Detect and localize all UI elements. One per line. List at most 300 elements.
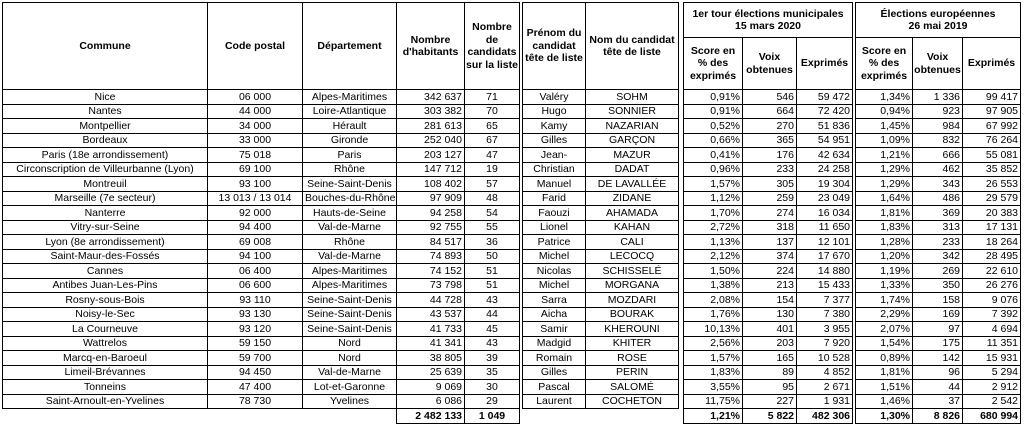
departement-cell: Hauts-de-Seine <box>303 206 397 221</box>
prenom-cell: Aicha <box>523 307 586 322</box>
nom-cell: KHITER <box>586 336 679 351</box>
totals-blank-cell <box>523 409 586 424</box>
europeennes-exprimes-cell: 17 131 <box>963 220 1021 235</box>
candidats-cell: 51 <box>465 278 520 293</box>
commune-cell: Nantes <box>3 104 208 119</box>
total-europeennes-score-cell: 1,30% <box>856 409 913 424</box>
municipales-exprimes-cell: 14 880 <box>797 264 853 279</box>
europeennes-voix-cell: 233 <box>913 235 963 250</box>
commune-cell: Nice <box>3 90 208 105</box>
commune-cell: Marcq-en-Baroeul <box>3 351 208 366</box>
table-row <box>3 104 1021 119</box>
europeennes-voix-cell: 486 <box>913 191 963 206</box>
prenom-cell: Michel <box>523 278 586 293</box>
europeennes-exprimes-cell: 22 610 <box>963 264 1021 279</box>
total-europeennes-exprimes-cell: 680 994 <box>963 409 1021 424</box>
commune-cell: Vitry-sur-Seine <box>3 220 208 235</box>
table-row <box>3 336 1021 351</box>
header-commune: Commune <box>3 3 208 90</box>
europeennes-voix-cell: 984 <box>913 119 963 134</box>
candidats-cell: 51 <box>465 264 520 279</box>
prenom-cell: Christian <box>523 162 586 177</box>
municipales-exprimes-cell: 7 920 <box>797 336 853 351</box>
habitants-cell: 252 040 <box>397 133 465 148</box>
table-row <box>3 394 1021 409</box>
europeennes-exprimes-cell: 5 294 <box>963 365 1021 380</box>
code-postal-cell: 94 100 <box>208 249 303 264</box>
europeennes-exprimes-cell: 26 276 <box>963 278 1021 293</box>
europeennes-voix-cell: 343 <box>913 177 963 192</box>
prenom-cell: Gilles <box>523 133 586 148</box>
europeennes-voix-cell: 313 <box>913 220 963 235</box>
municipales-voix-cell: 176 <box>743 148 797 163</box>
departement-cell: Seine-Saint-Denis <box>303 293 397 308</box>
europeennes-score-cell: 1,54% <box>856 336 913 351</box>
table-row <box>3 148 1021 163</box>
municipales-exprimes-cell: 17 670 <box>797 249 853 264</box>
candidats-cell: 43 <box>465 293 520 308</box>
europeennes-score-cell: 2,07% <box>856 322 913 337</box>
municipales-voix-cell: 365 <box>743 133 797 148</box>
municipales-date: 15 mars 2020 <box>735 20 801 32</box>
table-row <box>3 322 1021 337</box>
code-postal-cell: 93 120 <box>208 322 303 337</box>
commune-cell: Limeil-Brévannes <box>3 365 208 380</box>
municipales-score-cell: 1,70% <box>684 206 743 221</box>
municipales-title: 1er tour élections municipales <box>692 7 844 20</box>
prenom-cell: Patrice <box>523 235 586 250</box>
table-header <box>3 3 1021 90</box>
commune-cell: Tonneins <box>3 380 208 395</box>
habitants-cell: 41 733 <box>397 322 465 337</box>
europeennes-exprimes-cell: 35 852 <box>963 162 1021 177</box>
table-row <box>3 278 1021 293</box>
habitants-cell: 303 382 <box>397 104 465 119</box>
table-row <box>3 162 1021 177</box>
header-europeennes-voix: Voix obtenues <box>913 38 963 90</box>
candidats-cell: 19 <box>465 162 520 177</box>
code-postal-cell: 93 100 <box>208 177 303 192</box>
departement-cell: Val-de-Marne <box>303 220 397 235</box>
departement-cell: Lot-et-Garonne <box>303 380 397 395</box>
municipales-exprimes-cell: 16 034 <box>797 206 853 221</box>
candidats-cell: 65 <box>465 119 520 134</box>
departement-cell: Bouches-du-Rhône <box>303 191 397 206</box>
municipales-exprimes-cell: 19 304 <box>797 177 853 192</box>
europeennes-exprimes-cell: 11 351 <box>963 336 1021 351</box>
departement-cell: Alpes-Maritimes <box>303 90 397 105</box>
europeennes-voix-cell: 342 <box>913 249 963 264</box>
candidats-cell: 36 <box>465 235 520 250</box>
candidats-cell: 57 <box>465 177 520 192</box>
nom-cell: SONNIER <box>586 104 679 119</box>
municipales-score-cell: 1,13% <box>684 235 743 250</box>
total-municipales-voix-cell: 5 822 <box>743 409 797 424</box>
europeennes-voix-cell: 832 <box>913 133 963 148</box>
candidats-cell: 30 <box>465 380 520 395</box>
nom-cell: MOZDARI <box>586 293 679 308</box>
departement-cell: Hérault <box>303 119 397 134</box>
municipales-voix-cell: 374 <box>743 249 797 264</box>
commune-cell: Noisy-le-Sec <box>3 307 208 322</box>
habitants-cell: 84 517 <box>397 235 465 250</box>
municipales-exprimes-cell: 10 528 <box>797 351 853 366</box>
municipales-voix-cell: 227 <box>743 394 797 409</box>
departement-cell: Seine-Saint-Denis <box>303 307 397 322</box>
prenom-cell: Michel <box>523 249 586 264</box>
europeennes-score-cell: 1,83% <box>856 220 913 235</box>
nom-cell: SOHM <box>586 90 679 105</box>
municipales-voix-cell: 154 <box>743 293 797 308</box>
europeennes-score-cell: 1,19% <box>856 264 913 279</box>
habitants-cell: 38 805 <box>397 351 465 366</box>
header-europeennes-exprimes: Exprimés <box>963 38 1021 90</box>
nom-cell: BOURAK <box>586 307 679 322</box>
table-row <box>3 133 1021 148</box>
municipales-voix-cell: 213 <box>743 278 797 293</box>
election-results-table <box>2 2 1021 424</box>
code-postal-cell: 75 018 <box>208 148 303 163</box>
municipales-exprimes-cell: 51 836 <box>797 119 853 134</box>
municipales-exprimes-cell: 24 258 <box>797 162 853 177</box>
europeennes-score-cell: 1,29% <box>856 162 913 177</box>
candidats-cell: 47 <box>465 148 520 163</box>
municipales-exprimes-cell: 23 049 <box>797 191 853 206</box>
municipales-score-cell: 2,56% <box>684 336 743 351</box>
europeennes-exprimes-cell: 2 912 <box>963 380 1021 395</box>
municipales-voix-cell: 546 <box>743 90 797 105</box>
departement-cell: Rhône <box>303 235 397 250</box>
municipales-voix-cell: 274 <box>743 206 797 221</box>
prenom-cell: Faouzi <box>523 206 586 221</box>
prenom-cell: Pascal <box>523 380 586 395</box>
table-row <box>3 365 1021 380</box>
europeennes-score-cell: 1,64% <box>856 191 913 206</box>
table-row <box>3 220 1021 235</box>
table-row <box>3 293 1021 308</box>
europeennes-voix-cell: 1 336 <box>913 90 963 105</box>
habitants-cell: 44 728 <box>397 293 465 308</box>
europeennes-exprimes-cell: 26 553 <box>963 177 1021 192</box>
europeennes-score-cell: 0,89% <box>856 351 913 366</box>
europeennes-voix-cell: 44 <box>913 380 963 395</box>
municipales-score-cell: 10,13% <box>684 322 743 337</box>
total-municipales-exprimes-cell: 482 306 <box>797 409 853 424</box>
prenom-cell: Romain <box>523 351 586 366</box>
europeennes-exprimes-cell: 28 495 <box>963 249 1021 264</box>
header-municipales-voix: Voix obtenues <box>743 38 797 90</box>
nom-cell: ZIDANE <box>586 191 679 206</box>
europeennes-exprimes-cell: 55 081 <box>963 148 1021 163</box>
commune-cell: Paris (18e arrondissement) <box>3 148 208 163</box>
municipales-exprimes-cell: 72 420 <box>797 104 853 119</box>
prenom-cell: Samir <box>523 322 586 337</box>
nom-cell: SALOMÉ <box>586 380 679 395</box>
nom-cell: AHAMADA <box>586 206 679 221</box>
municipales-score-cell: 0,91% <box>684 104 743 119</box>
candidats-cell: 39 <box>465 351 520 366</box>
europeennes-score-cell: 1,20% <box>856 249 913 264</box>
prenom-cell: Kamy <box>523 119 586 134</box>
prenom-cell: Gilles <box>523 365 586 380</box>
candidats-cell: 54 <box>465 206 520 221</box>
table-row <box>3 90 1021 105</box>
municipales-voix-cell: 165 <box>743 351 797 366</box>
departement-cell: Nord <box>303 336 397 351</box>
prenom-cell: Farid <box>523 191 586 206</box>
habitants-cell: 147 712 <box>397 162 465 177</box>
nom-cell: DADAT <box>586 162 679 177</box>
habitants-cell: 6 086 <box>397 394 465 409</box>
habitants-cell: 73 798 <box>397 278 465 293</box>
municipales-exprimes-cell: 15 433 <box>797 278 853 293</box>
commune-cell: Saint-Maur-des-Fossés <box>3 249 208 264</box>
europeennes-voix-cell: 37 <box>913 394 963 409</box>
prenom-cell: Madgid <box>523 336 586 351</box>
totals-blank-cell <box>303 409 397 424</box>
nom-cell: LECOCQ <box>586 249 679 264</box>
europeennes-voix-cell: 269 <box>913 264 963 279</box>
commune-cell: Bordeaux <box>3 133 208 148</box>
europeennes-score-cell: 1,45% <box>856 119 913 134</box>
municipales-exprimes-cell: 12 101 <box>797 235 853 250</box>
municipales-voix-cell: 259 <box>743 191 797 206</box>
table-row <box>3 119 1021 134</box>
code-postal-cell: 69 008 <box>208 235 303 250</box>
total-europeennes-voix-cell: 8 826 <box>913 409 963 424</box>
municipales-score-cell: 2,12% <box>684 249 743 264</box>
prenom-cell: Nicolas <box>523 264 586 279</box>
code-postal-cell: 34 000 <box>208 119 303 134</box>
habitants-cell: 203 127 <box>397 148 465 163</box>
totals-blank-cell <box>3 409 208 424</box>
code-postal-cell: 06 400 <box>208 264 303 279</box>
europeennes-score-cell: 1,29% <box>856 177 913 192</box>
municipales-voix-cell: 137 <box>743 235 797 250</box>
departement-cell: Paris <box>303 148 397 163</box>
commune-cell: Rosny-sous-Bois <box>3 293 208 308</box>
header-europeennes <box>856 3 1021 38</box>
header-code-postal: Code postal <box>208 3 303 90</box>
nom-cell: GARÇON <box>586 133 679 148</box>
municipales-score-cell: 11,75% <box>684 394 743 409</box>
municipales-voix-cell: 224 <box>743 264 797 279</box>
europeennes-exprimes-cell: 29 579 <box>963 191 1021 206</box>
europeennes-exprimes-cell: 7 392 <box>963 307 1021 322</box>
header-habitants: Nombre d'habitants <box>397 3 465 90</box>
commune-cell: Wattrelos <box>3 336 208 351</box>
europeennes-exprimes-cell: 67 992 <box>963 119 1021 134</box>
municipales-score-cell: 0,52% <box>684 119 743 134</box>
municipales-voix-cell: 95 <box>743 380 797 395</box>
europeennes-voix-cell: 169 <box>913 307 963 322</box>
europeennes-score-cell: 1,28% <box>856 235 913 250</box>
departement-cell: Yvelines <box>303 394 397 409</box>
departement-cell: Rhône <box>303 162 397 177</box>
europeennes-exprimes-cell: 97 905 <box>963 104 1021 119</box>
table-row <box>3 380 1021 395</box>
code-postal-cell: 93 110 <box>208 293 303 308</box>
europeennes-exprimes-cell: 2 542 <box>963 394 1021 409</box>
nom-cell: MORGANA <box>586 278 679 293</box>
habitants-cell: 9 069 <box>397 380 465 395</box>
header-prenom: Prénom du candidat tête de liste <box>523 3 586 90</box>
municipales-exprimes-cell: 42 634 <box>797 148 853 163</box>
candidats-cell: 67 <box>465 133 520 148</box>
nom-cell: SCHISSELÉ <box>586 264 679 279</box>
europeennes-exprimes-cell: 18 264 <box>963 235 1021 250</box>
habitants-cell: 108 402 <box>397 177 465 192</box>
header-municipales <box>684 3 853 38</box>
commune-cell: Marseille (7e secteur) <box>3 191 208 206</box>
municipales-score-cell: 3,55% <box>684 380 743 395</box>
header-municipales-score: Score en % des exprimés <box>684 38 743 90</box>
habitants-cell: 94 258 <box>397 206 465 221</box>
europeennes-exprimes-cell: 9 076 <box>963 293 1021 308</box>
municipales-exprimes-cell: 54 951 <box>797 133 853 148</box>
municipales-exprimes-cell: 2 671 <box>797 380 853 395</box>
municipales-score-cell: 1,50% <box>684 264 743 279</box>
candidats-cell: 50 <box>465 249 520 264</box>
municipales-exprimes-cell: 4 852 <box>797 365 853 380</box>
europeennes-score-cell: 1,81% <box>856 206 913 221</box>
europeennes-score-cell: 1,34% <box>856 90 913 105</box>
municipales-score-cell: 0,91% <box>684 90 743 105</box>
candidats-cell: 55 <box>465 220 520 235</box>
candidats-cell: 29 <box>465 394 520 409</box>
europeennes-voix-cell: 175 <box>913 336 963 351</box>
commune-cell: Montreuil <box>3 177 208 192</box>
habitants-cell: 41 341 <box>397 336 465 351</box>
total-habitants-cell: 2 482 133 <box>397 409 465 424</box>
habitants-cell: 97 909 <box>397 191 465 206</box>
code-postal-cell: 47 400 <box>208 380 303 395</box>
commune-cell: Nanterre <box>3 206 208 221</box>
nom-cell: NAZARIAN <box>586 119 679 134</box>
header-europeennes-score: Score en % des exprimés <box>856 38 913 90</box>
commune-cell: Montpellier <box>3 119 208 134</box>
code-postal-cell: 78 730 <box>208 394 303 409</box>
candidats-cell: 43 <box>465 336 520 351</box>
table-row <box>3 191 1021 206</box>
municipales-voix-cell: 401 <box>743 322 797 337</box>
table-row <box>3 307 1021 322</box>
municipales-score-cell: 1,38% <box>684 278 743 293</box>
habitants-cell: 281 613 <box>397 119 465 134</box>
europeennes-voix-cell: 923 <box>913 104 963 119</box>
europeennes-voix-cell: 666 <box>913 148 963 163</box>
candidats-cell: 71 <box>465 90 520 105</box>
code-postal-cell: 69 100 <box>208 162 303 177</box>
municipales-voix-cell: 89 <box>743 365 797 380</box>
code-postal-cell: 13 013 / 13 014 <box>208 191 303 206</box>
nom-cell: ROSE <box>586 351 679 366</box>
municipales-score-cell: 2,72% <box>684 220 743 235</box>
municipales-exprimes-cell: 1 931 <box>797 394 853 409</box>
europeennes-score-cell: 1,74% <box>856 293 913 308</box>
code-postal-cell: 59 700 <box>208 351 303 366</box>
commune-cell: Circonscription de Villeurbanne (Lyon) <box>3 162 208 177</box>
europeennes-score-cell: 1,81% <box>856 365 913 380</box>
header-municipales-exprimes: Exprimés <box>797 38 853 90</box>
nom-cell: DE LAVALLÉE <box>586 177 679 192</box>
total-municipales-score-cell: 1,21% <box>684 409 743 424</box>
europeennes-score-cell: 1,51% <box>856 380 913 395</box>
municipales-voix-cell: 233 <box>743 162 797 177</box>
code-postal-cell: 06 000 <box>208 90 303 105</box>
prenom-cell: Jean- <box>523 148 586 163</box>
candidats-cell: 35 <box>465 365 520 380</box>
departement-cell: Seine-Saint-Denis <box>303 322 397 337</box>
table-row <box>3 177 1021 192</box>
municipales-score-cell: 1,83% <box>684 365 743 380</box>
prenom-cell: Lionel <box>523 220 586 235</box>
table-body <box>3 90 1021 409</box>
departement-cell: Alpes-Maritimes <box>303 278 397 293</box>
code-postal-cell: 94 400 <box>208 220 303 235</box>
municipales-score-cell: 1,57% <box>684 177 743 192</box>
nom-cell: CALI <box>586 235 679 250</box>
municipales-voix-cell: 305 <box>743 177 797 192</box>
code-postal-cell: 33 000 <box>208 133 303 148</box>
municipales-score-cell: 0,66% <box>684 133 743 148</box>
habitants-cell: 74 893 <box>397 249 465 264</box>
prenom-cell: Laurent <box>523 394 586 409</box>
table-row <box>3 264 1021 279</box>
municipales-voix-cell: 270 <box>743 119 797 134</box>
europeennes-voix-cell: 96 <box>913 365 963 380</box>
europeennes-score-cell: 1,09% <box>856 133 913 148</box>
departement-cell: Gironde <box>303 133 397 148</box>
municipales-voix-cell: 203 <box>743 336 797 351</box>
europeennes-score-cell: 2,29% <box>856 307 913 322</box>
code-postal-cell: 93 130 <box>208 307 303 322</box>
commune-cell: Antibes Juan-Les-Pins <box>3 278 208 293</box>
header-departement: Département <box>303 3 397 90</box>
municipales-exprimes-cell: 7 377 <box>797 293 853 308</box>
total-candidats-cell: 1 049 <box>465 409 520 424</box>
habitants-cell: 92 755 <box>397 220 465 235</box>
commune-cell: Lyon (8e arrondissement) <box>3 235 208 250</box>
commune-cell: Saint-Arnoult-en-Yvelines <box>3 394 208 409</box>
nom-cell: COCHETON <box>586 394 679 409</box>
europeennes-score-cell: 1,21% <box>856 148 913 163</box>
code-postal-cell: 06 600 <box>208 278 303 293</box>
code-postal-cell: 94 450 <box>208 365 303 380</box>
prenom-cell: Sarra <box>523 293 586 308</box>
europeennes-date: 26 mai 2019 <box>908 20 968 32</box>
municipales-voix-cell: 318 <box>743 220 797 235</box>
municipales-score-cell: 0,41% <box>684 148 743 163</box>
departement-cell: Nord <box>303 351 397 366</box>
municipales-score-cell: 2,08% <box>684 293 743 308</box>
candidats-cell: 45 <box>465 322 520 337</box>
habitants-cell: 25 639 <box>397 365 465 380</box>
nom-cell: KHEROUNI <box>586 322 679 337</box>
europeennes-exprimes-cell: 15 931 <box>963 351 1021 366</box>
departement-cell: Val-de-Marne <box>303 365 397 380</box>
candidats-cell: 70 <box>465 104 520 119</box>
departement-cell: Loire-Atlantique <box>303 104 397 119</box>
europeennes-score-cell: 0,94% <box>856 104 913 119</box>
municipales-score-cell: 1,12% <box>684 191 743 206</box>
europeennes-voix-cell: 369 <box>913 206 963 221</box>
departement-cell: Seine-Saint-Denis <box>303 177 397 192</box>
totals-row <box>3 409 1021 424</box>
europeennes-score-cell: 1,46% <box>856 394 913 409</box>
code-postal-cell: 44 000 <box>208 104 303 119</box>
prenom-cell: Manuel <box>523 177 586 192</box>
